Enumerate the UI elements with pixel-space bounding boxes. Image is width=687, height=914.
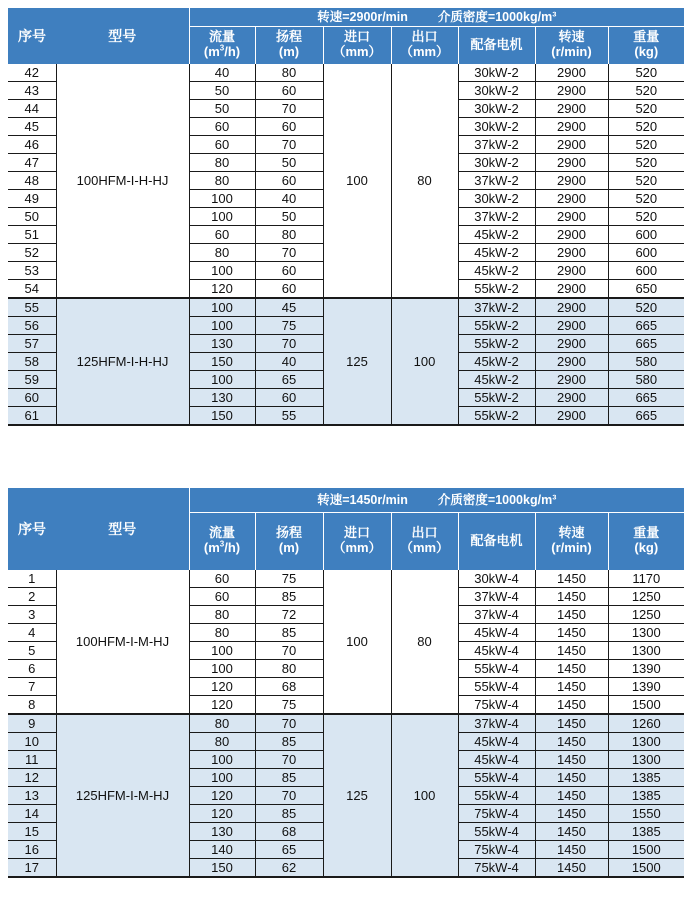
cell-motor: 37kW-4 [458,606,535,624]
cell-speed: 2900 [535,82,608,100]
cell-inlet: 125 [323,714,391,877]
cell-motor: 45kW-2 [458,226,535,244]
cell-weight: 520 [608,100,684,118]
cell-head: 68 [255,678,323,696]
cell-head: 60 [255,118,323,136]
cell-weight: 520 [608,208,684,226]
cell-motor: 45kW-2 [458,244,535,262]
cell-speed: 2900 [535,353,608,371]
cell-motor: 30kW-4 [458,570,535,588]
cell-head: 85 [255,624,323,642]
cell-seq: 1 [8,570,56,588]
cell-seq: 15 [8,823,56,841]
cell-flow: 80 [189,606,255,624]
cell-motor: 55kW-2 [458,335,535,353]
header-inlet: 进口 （mm） [323,26,391,64]
cell-weight: 580 [608,371,684,389]
cell-motor: 30kW-2 [458,82,535,100]
cell-seq: 42 [8,64,56,82]
cell-seq: 54 [8,280,56,299]
cell-motor: 55kW-2 [458,407,535,426]
cell-motor: 55kW-2 [458,317,535,335]
cell-weight: 580 [608,353,684,371]
cell-flow: 150 [189,407,255,426]
cell-speed: 1450 [535,570,608,588]
cell-motor: 30kW-2 [458,190,535,208]
cell-speed: 2900 [535,154,608,172]
cell-seq: 56 [8,317,56,335]
cell-seq: 7 [8,678,56,696]
cell-flow: 100 [189,769,255,787]
cell-head: 60 [255,280,323,299]
cell-speed: 2900 [535,389,608,407]
cell-model: 125HFM-I-M-HJ [56,714,189,877]
cell-seq: 11 [8,751,56,769]
header-seq: 序号 [8,488,56,570]
cell-head: 85 [255,769,323,787]
cell-model: 100HFM-I-H-HJ [56,64,189,298]
cell-head: 75 [255,570,323,588]
cell-weight: 1500 [608,859,684,878]
cell-head: 50 [255,208,323,226]
cell-speed: 1450 [535,606,608,624]
cell-seq: 53 [8,262,56,280]
table-row [8,298,684,317]
cell-motor: 30kW-2 [458,100,535,118]
cell-speed: 2900 [535,371,608,389]
cell-flow: 150 [189,353,255,371]
cell-flow: 100 [189,371,255,389]
cell-speed: 2900 [535,407,608,426]
cell-head: 68 [255,823,323,841]
cell-motor: 55kW-2 [458,280,535,299]
cell-head: 65 [255,371,323,389]
cell-head: 80 [255,660,323,678]
cell-speed: 2900 [535,226,608,244]
cell-flow: 120 [189,787,255,805]
cell-motor: 55kW-2 [458,389,535,407]
cell-weight: 1550 [608,805,684,823]
cell-seq: 4 [8,624,56,642]
cell-motor: 30kW-2 [458,118,535,136]
cell-weight: 520 [608,136,684,154]
cell-head: 70 [255,244,323,262]
cell-motor: 75kW-4 [458,805,535,823]
cell-inlet: 100 [323,64,391,298]
cell-seq: 8 [8,696,56,715]
header-weight: 重量 (kg) [608,26,684,64]
cell-flow: 80 [189,172,255,190]
table-row [8,64,684,82]
cell-motor: 37kW-2 [458,172,535,190]
cell-seq: 2 [8,588,56,606]
cell-flow: 130 [189,823,255,841]
cell-speed: 2900 [535,335,608,353]
cell-head: 80 [255,226,323,244]
header-flow: 流量 $(m^3/h)$ [189,26,255,64]
cell-seq: 3 [8,606,56,624]
cell-speed: 2900 [535,190,608,208]
cell-flow: 100 [189,190,255,208]
cell-flow: 100 [189,660,255,678]
cell-motor: 45kW-4 [458,733,535,751]
cell-seq: 55 [8,298,56,317]
cell-flow: 150 [189,859,255,878]
cell-flow: 50 [189,82,255,100]
cell-weight: 1390 [608,678,684,696]
cell-flow: 40 [189,64,255,82]
cell-speed: 1450 [535,678,608,696]
cell-weight: 1170 [608,570,684,588]
cell-seq: 60 [8,389,56,407]
cell-seq: 5 [8,642,56,660]
header-head: 扬程 (m) [255,26,323,64]
cell-motor: 75kW-4 [458,859,535,878]
cell-head: 55 [255,407,323,426]
cell-motor: 45kW-2 [458,371,535,389]
cell-head: 65 [255,841,323,859]
cell-flow: 140 [189,841,255,859]
cell-weight: 665 [608,407,684,426]
cell-seq: 51 [8,226,56,244]
cell-weight: 1500 [608,841,684,859]
cell-seq: 14 [8,805,56,823]
header-band [189,8,684,26]
cell-weight: 600 [608,226,684,244]
header-motor: 配备电机 [458,26,535,64]
cell-flow: 100 [189,262,255,280]
cell-flow: 60 [189,136,255,154]
cell-flow: 120 [189,678,255,696]
cell-seq: 13 [8,787,56,805]
cell-motor: 37kW-2 [458,136,535,154]
cell-weight: 1385 [608,787,684,805]
cell-motor: 75kW-4 [458,841,535,859]
cell-flow: 60 [189,118,255,136]
cell-speed: 2900 [535,317,608,335]
cell-weight: 520 [608,118,684,136]
header-weight: 重量 (kg) [608,512,684,570]
cell-speed: 1450 [535,841,608,859]
cell-seq: 45 [8,118,56,136]
cell-seq: 47 [8,154,56,172]
cell-speed: 1450 [535,642,608,660]
cell-speed: 1450 [535,787,608,805]
cell-model: 125HFM-I-H-HJ [56,298,189,425]
cell-motor: 45kW-4 [458,751,535,769]
cell-weight: 520 [608,82,684,100]
table-row [8,714,684,733]
cell-head: 60 [255,82,323,100]
cell-outlet: 100 [391,714,458,877]
cell-weight: 520 [608,298,684,317]
cell-seq: 52 [8,244,56,262]
header-band [189,488,684,512]
cell-motor: 55kW-4 [458,678,535,696]
cell-head: 60 [255,389,323,407]
cell-seq: 58 [8,353,56,371]
cell-head: 75 [255,317,323,335]
cell-head: 70 [255,714,323,733]
cell-weight: 665 [608,317,684,335]
cell-inlet: 125 [323,298,391,425]
cell-motor: 55kW-4 [458,787,535,805]
cell-flow: 60 [189,226,255,244]
cell-flow: 100 [189,317,255,335]
table-row [8,570,684,588]
cell-weight: 1385 [608,823,684,841]
cell-weight: 600 [608,244,684,262]
cell-weight: 665 [608,335,684,353]
cell-weight: 1500 [608,696,684,715]
cell-speed: 1450 [535,769,608,787]
cell-flow: 100 [189,642,255,660]
cell-seq: 59 [8,371,56,389]
cell-speed: 1450 [535,751,608,769]
cell-seq: 49 [8,190,56,208]
cell-outlet: 80 [391,570,458,714]
cell-seq: 17 [8,859,56,878]
cell-weight: 1300 [608,624,684,642]
cell-speed: 1450 [535,660,608,678]
cell-seq: 50 [8,208,56,226]
header-motor: 配备电机 [458,512,535,570]
cell-head: 70 [255,751,323,769]
cell-head: 50 [255,154,323,172]
cell-motor: 75kW-4 [458,696,535,715]
header-head: 扬程 (m) [255,512,323,570]
header-model: 型号 [56,488,189,570]
cell-weight: 1260 [608,714,684,733]
cell-head: 70 [255,787,323,805]
cell-weight: 665 [608,389,684,407]
cell-speed: 1450 [535,588,608,606]
cell-head: 45 [255,298,323,317]
header-outlet: 出口 （mm） [391,26,458,64]
cell-weight: 1300 [608,751,684,769]
pump-spec-table-2900 [8,8,684,426]
cell-seq: 44 [8,100,56,118]
cell-flow: 80 [189,733,255,751]
cell-speed: 1450 [535,696,608,715]
cell-seq: 10 [8,733,56,751]
speed-band: 转速=1450r/min [317,492,408,507]
cell-motor: 30kW-2 [458,64,535,82]
cell-outlet: 100 [391,298,458,425]
cell-speed: 1450 [535,733,608,751]
density-band: 介质密度=1000kg/m³ [437,9,557,24]
cell-speed: 2900 [535,262,608,280]
header-model: 型号 [56,8,189,64]
cell-head: 62 [255,859,323,878]
cell-seq: 48 [8,172,56,190]
cell-flow: 120 [189,696,255,715]
cell-motor: 45kW-2 [458,353,535,371]
cell-motor: 37kW-2 [458,208,535,226]
cell-weight: 1390 [608,660,684,678]
cell-inlet: 100 [323,570,391,714]
cell-weight: 520 [608,64,684,82]
cell-weight: 1385 [608,769,684,787]
cell-head: 60 [255,172,323,190]
header-inlet: 进口 （mm） [323,512,391,570]
cell-head: 75 [255,696,323,715]
cell-speed: 2900 [535,244,608,262]
cell-weight: 1250 [608,606,684,624]
cell-motor: 37kW-2 [458,298,535,317]
cell-weight: 520 [608,172,684,190]
cell-motor: 45kW-2 [458,262,535,280]
cell-motor: 55kW-4 [458,823,535,841]
header-seq: 序号 [8,8,56,64]
header-speed: 转速 (r/min) [535,512,608,570]
cell-flow: 130 [189,335,255,353]
cell-speed: 2900 [535,100,608,118]
cell-seq: 43 [8,82,56,100]
cell-weight: 600 [608,262,684,280]
cell-seq: 46 [8,136,56,154]
cell-speed: 2900 [535,172,608,190]
cell-flow: 130 [189,389,255,407]
cell-speed: 2900 [535,280,608,299]
cell-motor: 45kW-4 [458,624,535,642]
cell-head: 70 [255,335,323,353]
cell-head: 70 [255,100,323,118]
cell-motor: 37kW-4 [458,588,535,606]
cell-speed: 2900 [535,64,608,82]
cell-model: 100HFM-I-M-HJ [56,570,189,714]
cell-speed: 2900 [535,208,608,226]
cell-head: 85 [255,588,323,606]
cell-flow: 120 [189,805,255,823]
cell-head: 60 [255,262,323,280]
cell-head: 72 [255,606,323,624]
pump-spec-table-1450 [8,488,684,878]
cell-speed: 1450 [535,859,608,878]
cell-seq: 16 [8,841,56,859]
cell-motor: 55kW-4 [458,769,535,787]
cell-motor: 30kW-2 [458,154,535,172]
cell-weight: 1250 [608,588,684,606]
cell-weight: 650 [608,280,684,299]
cell-motor: 45kW-4 [458,642,535,660]
cell-seq: 61 [8,407,56,426]
cell-flow: 100 [189,751,255,769]
cell-head: 85 [255,733,323,751]
cell-seq: 6 [8,660,56,678]
cell-flow: 80 [189,154,255,172]
cell-flow: 60 [189,570,255,588]
cell-speed: 1450 [535,823,608,841]
cell-weight: 1300 [608,733,684,751]
cell-flow: 100 [189,298,255,317]
cell-speed: 1450 [535,624,608,642]
cell-head: 85 [255,805,323,823]
cell-speed: 2900 [535,136,608,154]
cell-motor: 37kW-4 [458,714,535,733]
cell-flow: 80 [189,624,255,642]
cell-flow: 120 [189,280,255,299]
cell-head: 40 [255,190,323,208]
cell-motor: 55kW-4 [458,660,535,678]
cell-head: 80 [255,64,323,82]
cell-flow: 60 [189,588,255,606]
cell-weight: 520 [608,154,684,172]
header-outlet: 出口 （mm） [391,512,458,570]
cell-speed: 2900 [535,298,608,317]
cell-speed: 1450 [535,805,608,823]
cell-head: 70 [255,642,323,660]
density-band: 介质密度=1000kg/m³ [437,492,557,507]
cell-flow: 80 [189,714,255,733]
cell-seq: 12 [8,769,56,787]
header-flow: 流量 $(m^3/h)$ [189,512,255,570]
cell-weight: 520 [608,190,684,208]
cell-seq: 57 [8,335,56,353]
cell-weight: 1300 [608,642,684,660]
cell-head: 40 [255,353,323,371]
cell-speed: 1450 [535,714,608,733]
cell-flow: 80 [189,244,255,262]
cell-outlet: 80 [391,64,458,298]
cell-flow: 100 [189,208,255,226]
cell-speed: 2900 [535,118,608,136]
speed-band: 转速=2900r/min [317,9,408,24]
cell-head: 70 [255,136,323,154]
header-speed: 转速 (r/min) [535,26,608,64]
cell-seq: 9 [8,714,56,733]
cell-flow: 50 [189,100,255,118]
